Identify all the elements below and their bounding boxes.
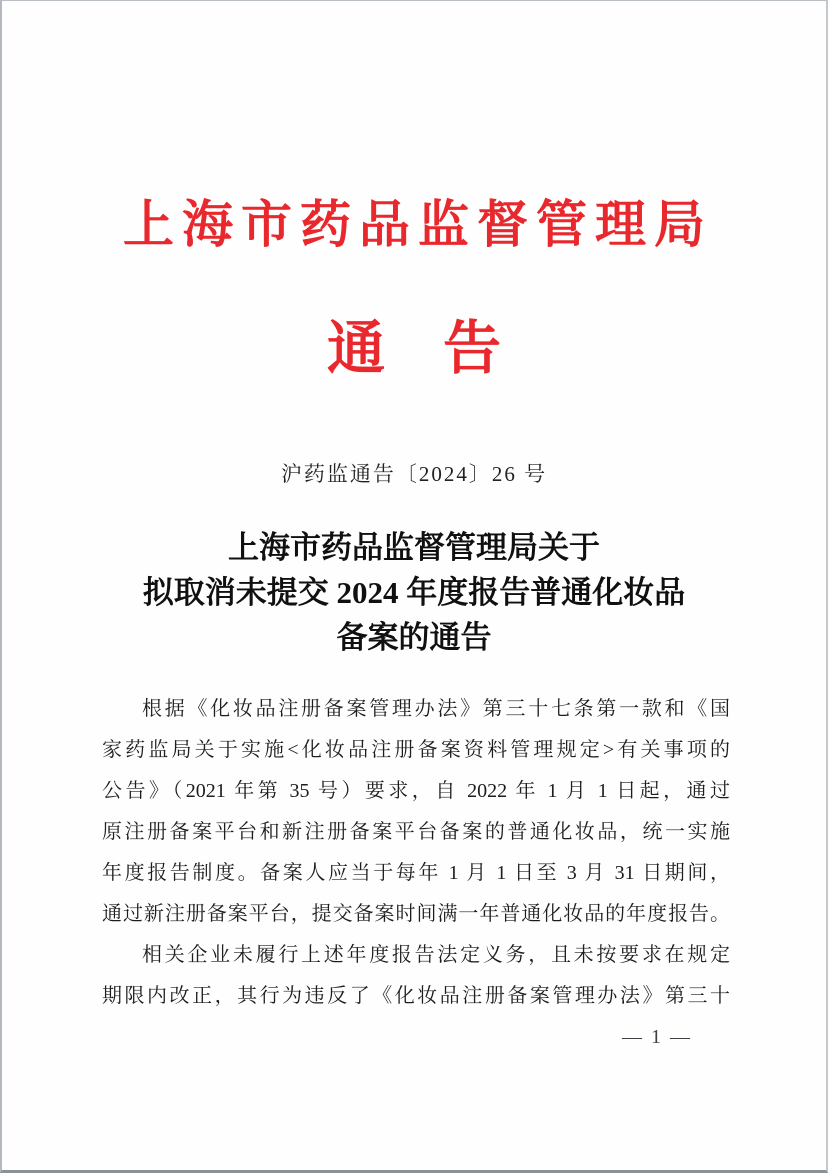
doc-number: 沪药监通告〔2024〕26 号 [280, 462, 548, 486]
notice-type-title: 通 告 [326, 316, 501, 381]
body-paragraph-2-line-2: 期限内改正，其行为违反了《化妆品注册备案管理办法》第三十 [102, 985, 730, 1007]
body-paragraph-1-line-1: 根据《化妆品注册备案管理办法》第三十七条第一款和《国 [142, 698, 730, 720]
notice-title [2, 525, 826, 660]
notice-title-line-3: 备案的通告 [336, 620, 492, 655]
body-paragraph-1-line-2: 家药监局关于实施<化妆品注册备案资料管理规定>有关事项的 [102, 739, 730, 761]
body-paragraph-1-line-5: 年度报告制度。备案人应当于每年 1 月 1 日至 3 月 31 日期间， [102, 862, 730, 884]
notice-body [102, 689, 730, 1017]
body-paragraph-1-line-6: 通过新注册备案平台，提交备案时间满一年普通化妆品的年度报告。 [102, 903, 730, 925]
body-paragraph-1-line-3: 公告》（2021 年第 35 号）要求，自 2022 年 1 月 1 日起，通过 [102, 780, 730, 802]
body-paragraph-2-line-1: 相关企业未履行上述年度报告法定义务，且未按要求在规定 [142, 944, 730, 966]
notice-title-line-2: 拟取消未提交 2024 年度报告普通化妆品 [142, 575, 686, 610]
page-number: — 1 — [622, 1026, 692, 1048]
body-paragraph-1-line-4: 原注册备案平台和新注册备案平台备案的普通化妆品，统一实施 [102, 821, 730, 843]
agency-title: 上海市药品监督管理局 [122, 198, 713, 254]
notice-title-line-1: 上海市药品监督管理局关于 [228, 530, 600, 565]
